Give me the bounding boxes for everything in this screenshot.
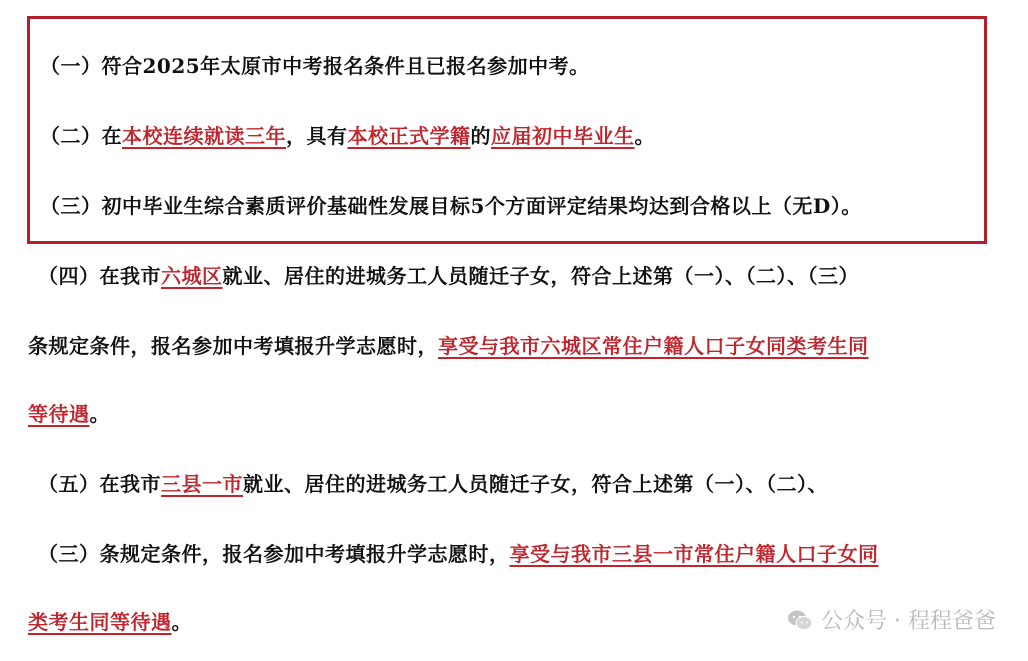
item-4-highlight-2: 享受与我市六城区常住户籍人口子女同类考生同 — [438, 334, 869, 358]
item-5-highlight-1: 三县一市 — [161, 472, 243, 496]
item-4-text-3: 条规定条件，报名参加中考填报升学志愿时， — [28, 334, 438, 358]
item-5-text-1: （五）在我市 — [38, 472, 161, 496]
item-3-text: （三）初中毕业生综合素质评价基础性发展目标5个方面评定结果均达到合格以上（无D）。 — [40, 194, 862, 218]
item-4-line-2 — [28, 330, 869, 359]
item-4-line-3 — [28, 398, 110, 427]
item-2-highlight-1: 本校连续就读三年 — [122, 124, 286, 148]
item-4-text-2: 就业、居住的进城务工人员随迁子女，符合上述第（一）、（二）、（三） — [222, 264, 859, 288]
item-4-text-4: 。 — [89, 402, 110, 426]
item-2-highlight-2: 本校正式学籍 — [347, 124, 471, 148]
item-5-text-2: 就业、居住的进城务工人员随迁子女，符合上述第（一）、（二）、 — [243, 472, 828, 496]
item-2-highlight-3: 应届初中毕业生 — [491, 124, 635, 148]
item-1-text: （一）符合2025年太原市中考报名条件且已报名参加中考。 — [40, 54, 590, 78]
item-2-text-4: 。 — [634, 124, 655, 148]
item-3 — [40, 190, 862, 219]
item-5-text-3: （三）条规定条件，报名参加中考填报升学志愿时， — [38, 542, 510, 566]
wechat-icon — [787, 609, 813, 631]
item-5-text-4: 。 — [171, 610, 192, 634]
item-4-text-1: （四）在我市 — [38, 264, 161, 288]
item-4-highlight-1: 六城区 — [161, 264, 223, 288]
item-4-line-1 — [38, 260, 859, 289]
item-5-highlight-3: 类考生同等待遇 — [28, 610, 172, 634]
item-5-line-3 — [28, 606, 192, 635]
item-5-line-1 — [38, 468, 828, 497]
item-5-highlight-2: 享受与我市三县一市常住户籍人口子女同 — [509, 542, 879, 566]
watermark-text: 公众号 · 程程爸爸 — [821, 609, 996, 634]
item-2 — [40, 120, 655, 149]
item-5-line-2 — [38, 538, 879, 567]
item-2-text-3: 的 — [470, 124, 491, 148]
item-4-highlight-3: 等待遇 — [28, 402, 90, 426]
item-2-text-2: ，具有 — [286, 124, 348, 148]
item-1 — [40, 50, 590, 79]
watermark — [787, 604, 996, 635]
item-2-text-1: （二）在 — [40, 124, 122, 148]
